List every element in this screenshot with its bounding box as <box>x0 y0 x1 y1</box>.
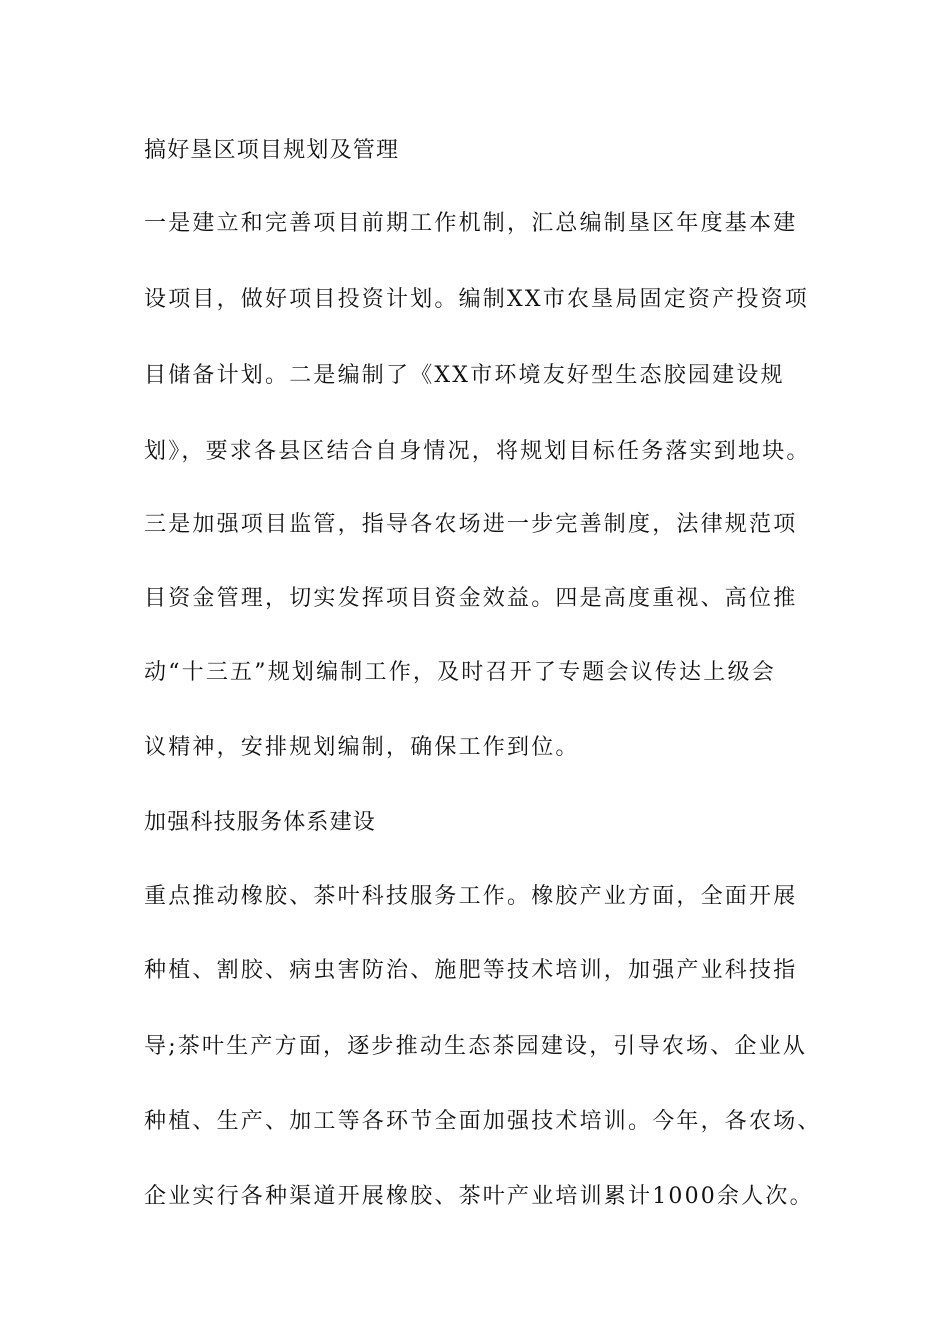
paragraph-line: 导;茶叶生产方面，逐步推动生态茶园建设，引导农场、企业从 <box>144 1034 808 1059</box>
paragraph-line: 种植、割胶、病虫害防治、施肥等技术培训，加强产业科技指 <box>144 958 798 983</box>
section-heading-tech-services: 加强科技服务体系建设 <box>144 810 377 835</box>
paragraph-line: 企业实行各种渠道开展橡胶、茶叶产业培训累计1000余人次。 <box>144 1184 814 1209</box>
paragraph-line: 议精神，安排规划编制，确保工作到位。 <box>144 735 580 760</box>
paragraph-line: 重点推动橡胶、茶叶科技服务工作。橡胶产业方面，全面开展 <box>144 884 798 909</box>
paragraph-line: 一是建立和完善项目前期工作机制，汇总编制垦区年度基本建 <box>144 211 798 236</box>
paragraph-line: 设项目，做好项目投资计划。编制XX市农垦局固定资产投资项 <box>144 287 809 312</box>
paragraph-line: 动“十三五”规划编制工作，及时召开了专题会议传达上级会 <box>144 660 776 685</box>
paragraph-line: 种植、生产、加工等各环节全面加强技术培训。今年，各农场、 <box>144 1109 822 1134</box>
paragraph-line: 划》，要求各县区结合自身情况，将规划目标任务落实到地块。 <box>144 439 811 464</box>
section-heading-project-planning: 搞好垦区项目规划及管理 <box>144 138 400 163</box>
paragraph-line: 目储备计划。二是编制了《XX市环境友好型生态胶园建设规 <box>144 363 785 388</box>
paragraph-line: 目资金管理，切实发挥项目资金效益。四是高度重视、高位推 <box>144 586 798 611</box>
paragraph-line: 三是加强项目监管，指导各农场进一步完善制度，法律规范项 <box>144 512 798 537</box>
